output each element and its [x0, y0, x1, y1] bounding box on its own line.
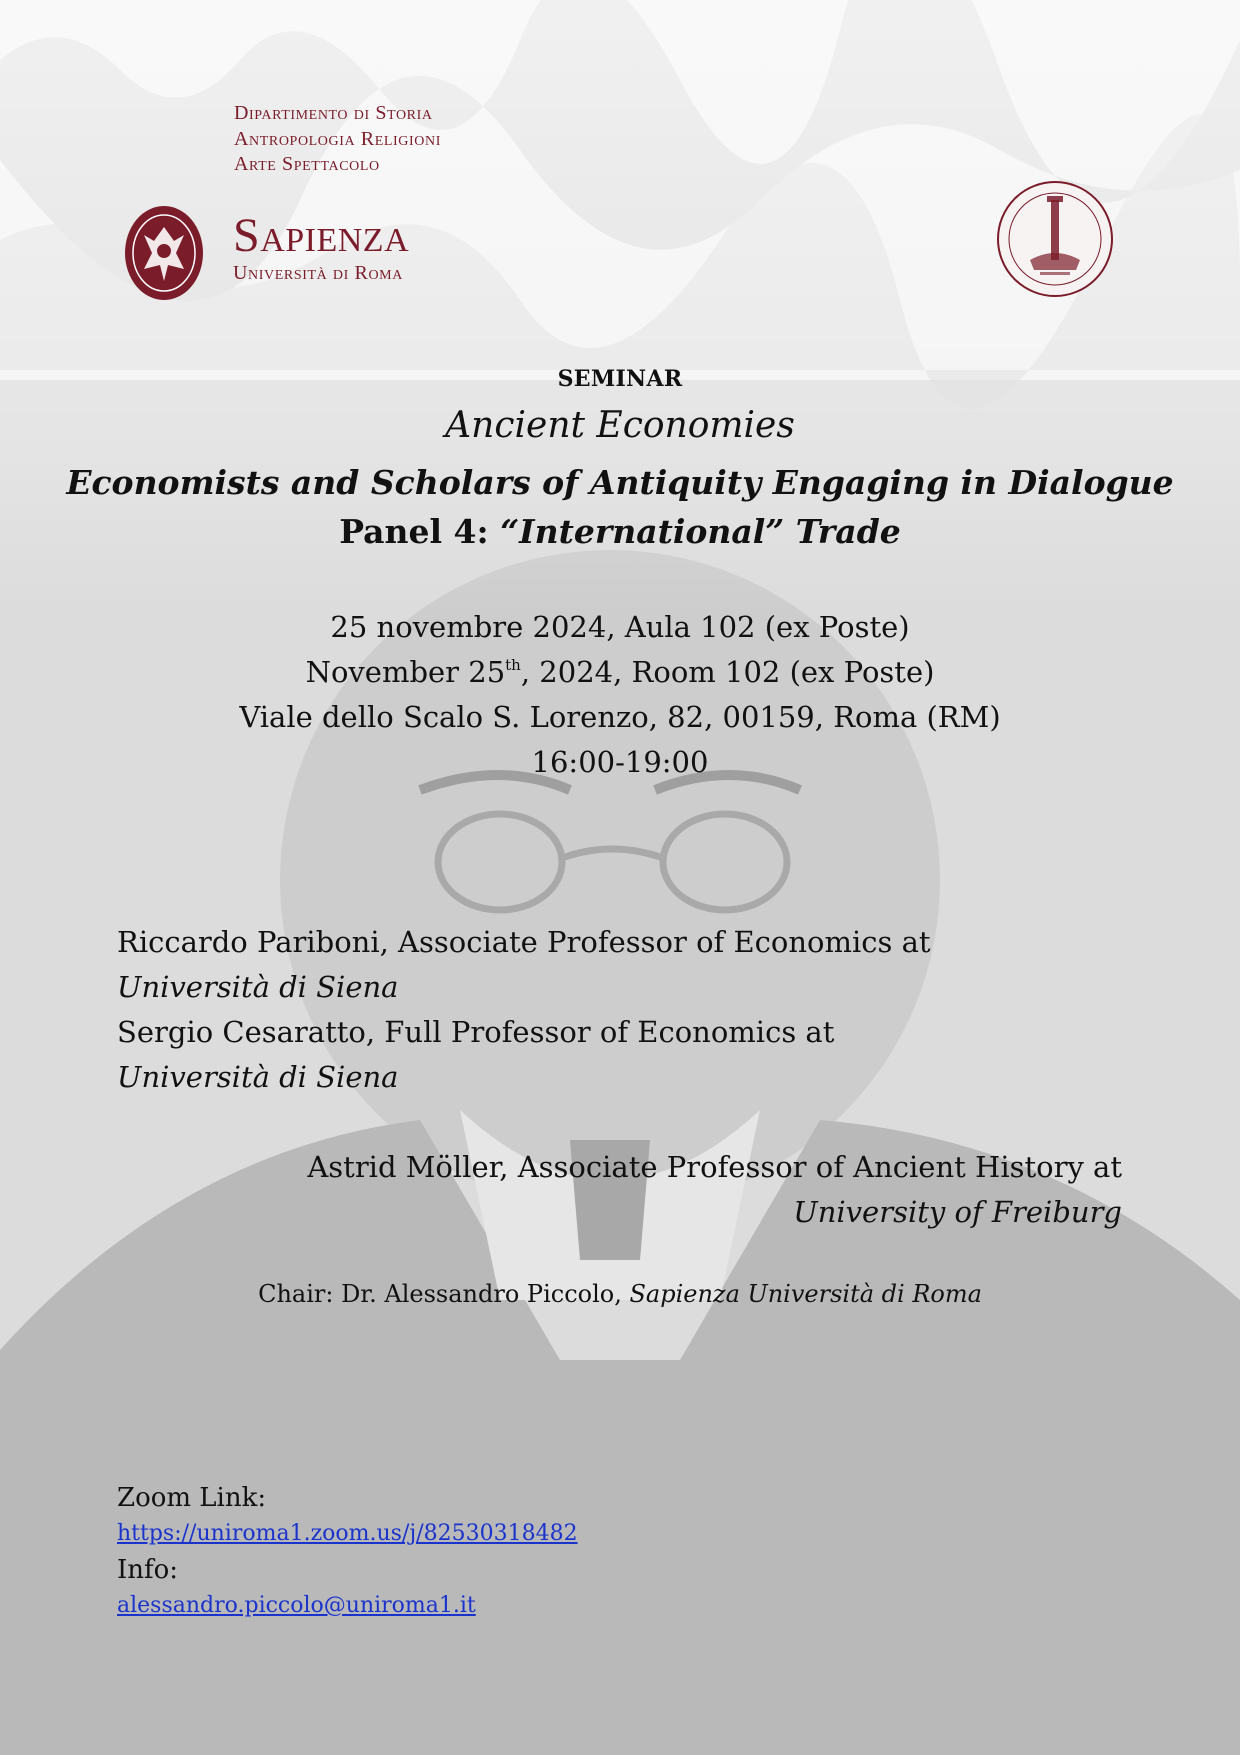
department-line: Dipartimento di Storia	[234, 102, 433, 124]
speaker-name-role: Riccardo Pariboni, Associate Professor of Economics at	[117, 925, 931, 959]
address: Viale dello Scalo S. Lorenzo, 82, 00159, Roma (RM)	[239, 700, 1001, 734]
zoom-label: Zoom Link:	[117, 1483, 267, 1513]
info-label: Info:	[117, 1555, 179, 1585]
zoom-link[interactable]: https://uniroma1.zoom.us/j/82530318482	[117, 1521, 578, 1546]
speaker-institution: University of Freiburg	[793, 1195, 1122, 1229]
university-name: Sapienza	[233, 209, 410, 262]
chair-institution: Sapienza Università di Roma	[629, 1280, 982, 1308]
speaker-institution: Università di Siena	[117, 1060, 399, 1094]
speaker-name-role: Sergio Cesaratto, Full Professor of Economics at	[117, 1015, 835, 1049]
panel-prefix: Panel 4:	[339, 512, 501, 551]
info-email-link[interactable]: alessandro.piccolo@uniroma1.it	[117, 1593, 476, 1618]
date-english-prefix: November 25	[305, 655, 506, 689]
chair	[0, 1280, 1240, 1308]
speaker-institution: Università di Siena	[117, 970, 399, 1004]
panel-name: “International” Trade	[500, 512, 901, 551]
panel-title	[0, 512, 1240, 551]
speakers-right	[307, 1145, 1122, 1235]
time: 16:00-19:00	[531, 745, 709, 779]
event-kicker: SEMINAR	[557, 366, 683, 392]
contact-footer	[117, 1480, 578, 1624]
speakers-left	[117, 920, 931, 1100]
department-line: Arte Spettacolo	[234, 153, 380, 175]
event-title: Ancient Economies	[445, 405, 795, 446]
department-line: Antropologia Religioni	[234, 127, 441, 150]
event-subtitle: Economists and Scholars of Antiquity Engaging in Dialogue	[66, 463, 1174, 502]
university-subtitle: Università di Roma	[233, 262, 403, 284]
date-ordinal: th	[505, 656, 521, 674]
sapienza-seal-icon	[124, 205, 204, 302]
speaker-name-role: Astrid Möller, Associate Professor of Ancient History at	[307, 1150, 1122, 1184]
date-english-suffix: , 2024, Room 102 (ex Poste)	[520, 655, 935, 689]
date-english	[0, 650, 1240, 695]
circular-emblem-icon	[996, 180, 1114, 298]
chair-label: Chair: Dr. Alessandro Piccolo,	[258, 1280, 630, 1308]
date-italian: 25 novembre 2024, Aula 102 (ex Poste)	[330, 610, 910, 644]
department-name	[234, 101, 441, 178]
university-brand	[233, 209, 410, 284]
